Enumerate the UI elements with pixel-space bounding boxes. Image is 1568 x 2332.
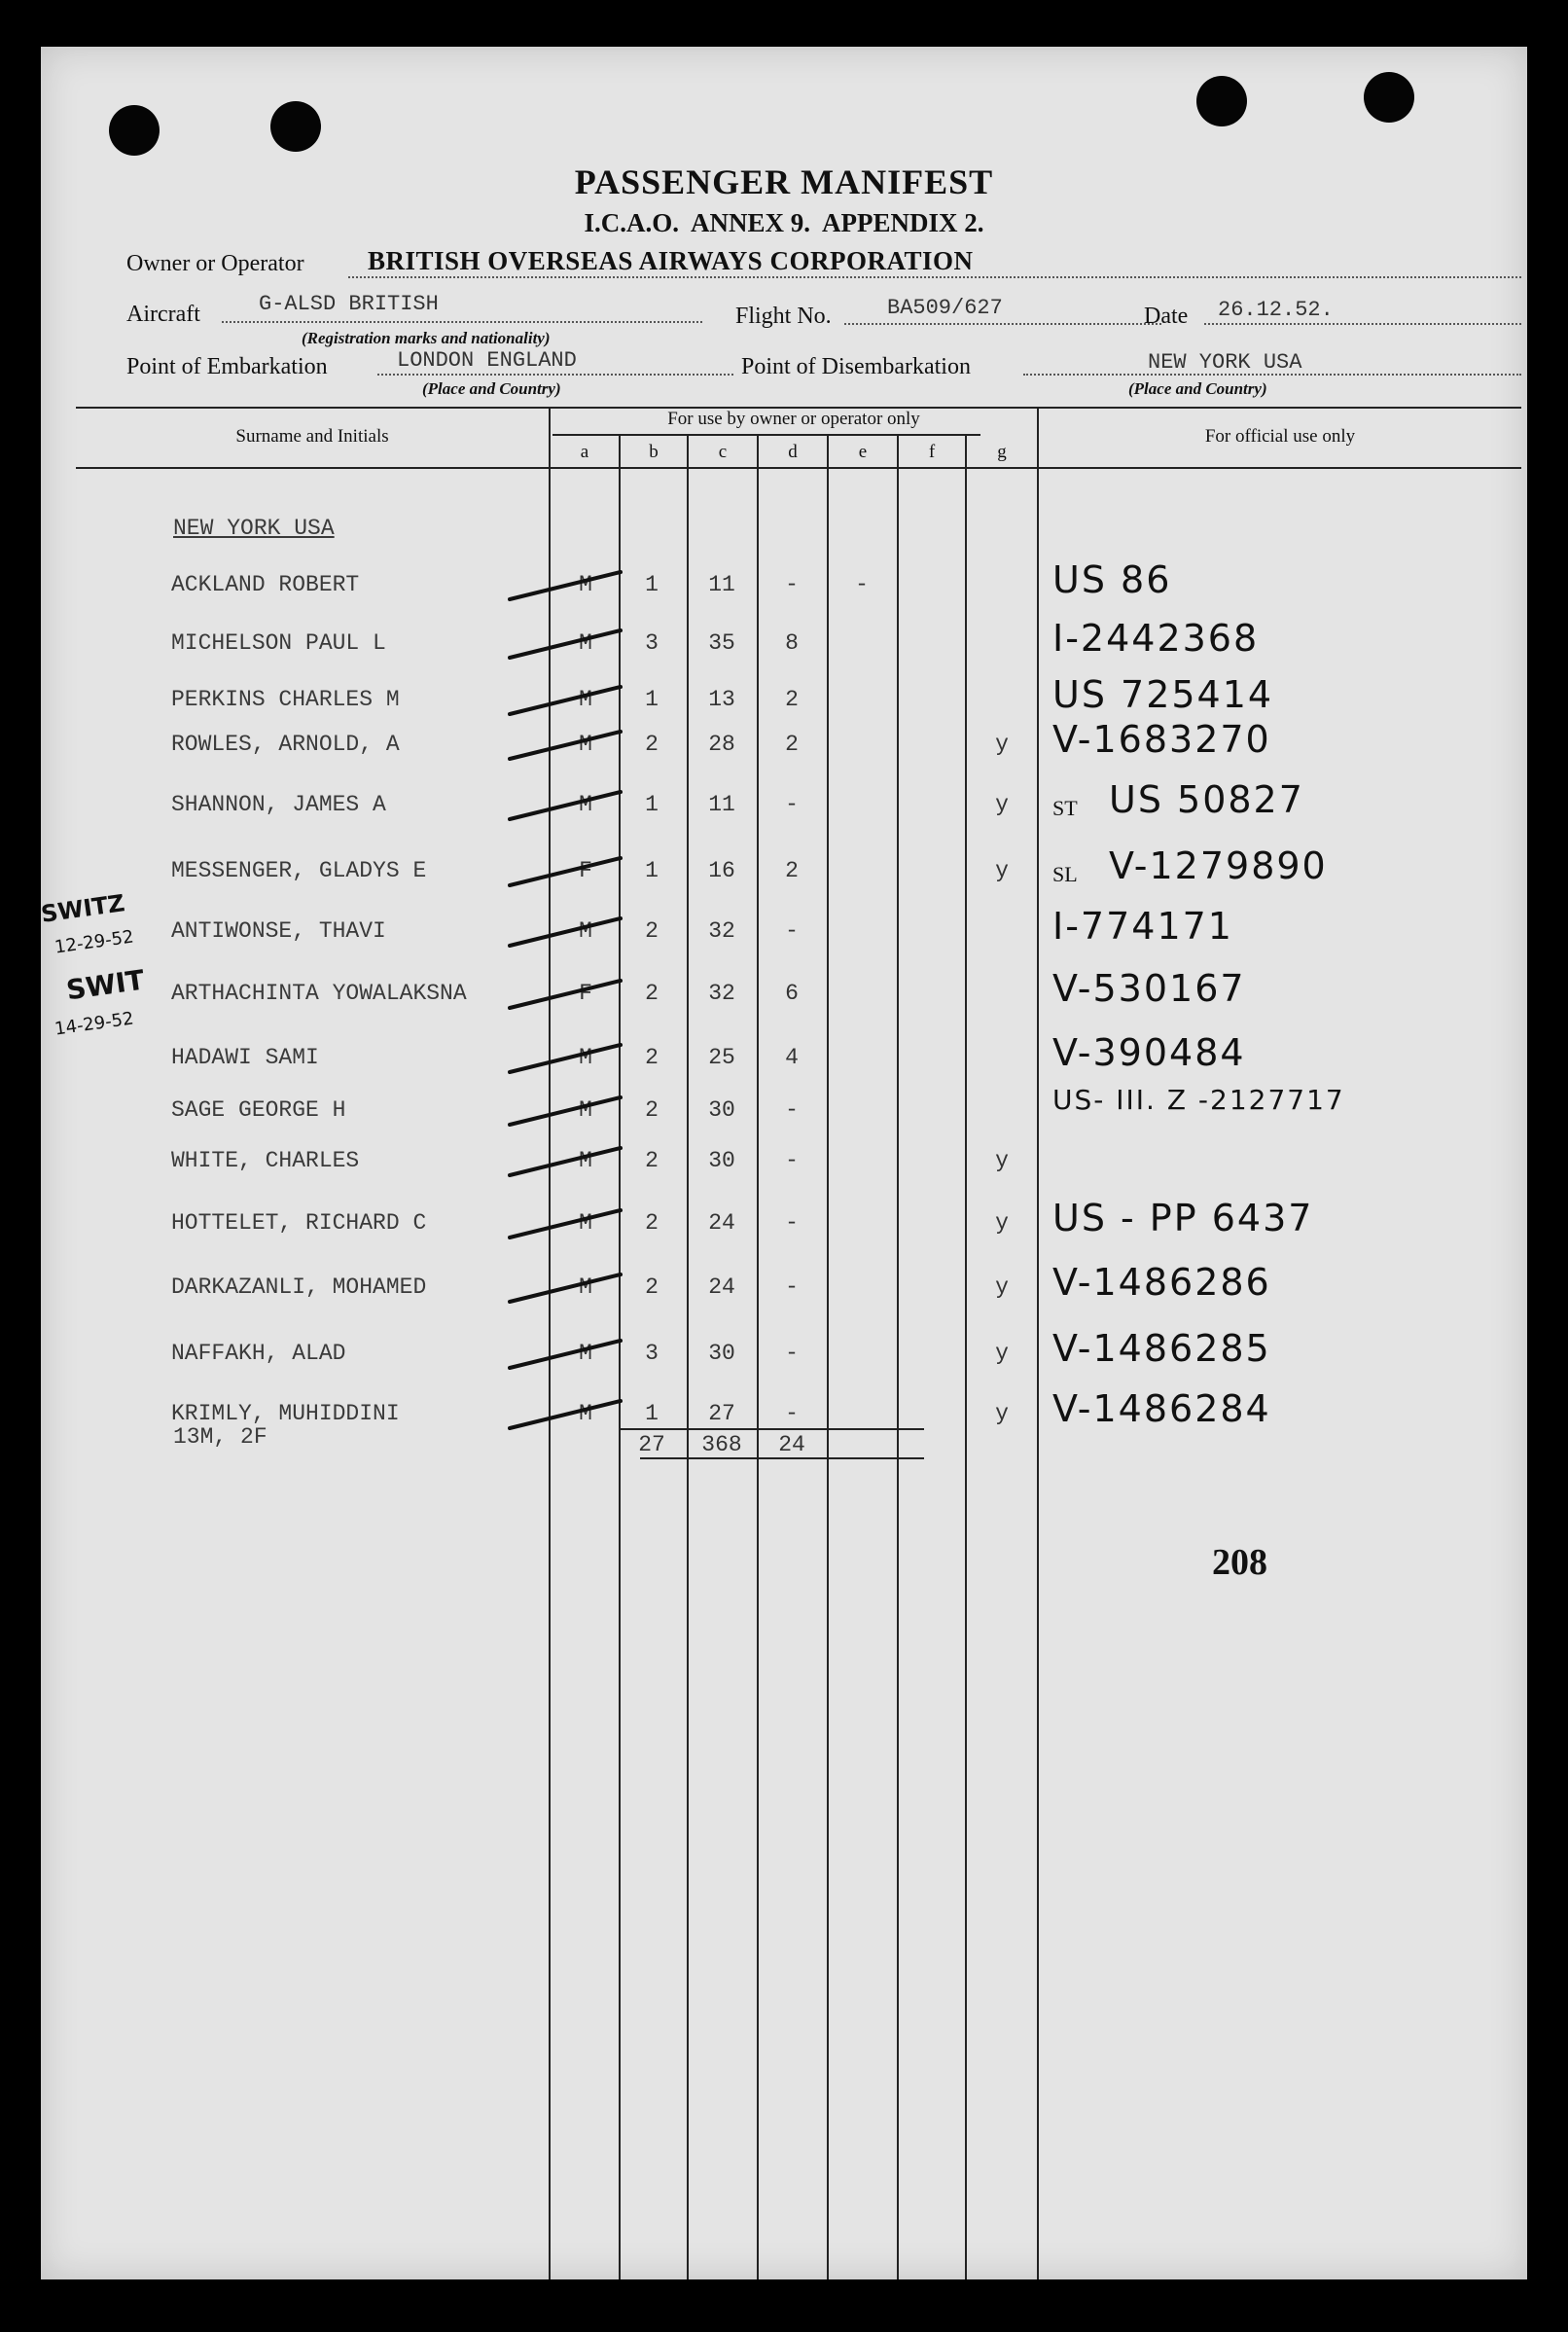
cell-a: M [579, 1210, 592, 1236]
cell-c: 32 [708, 981, 735, 1006]
cell-a: M [579, 918, 592, 944]
passenger-name: HOTTELET, RICHARD C [171, 1210, 427, 1236]
cell-c: 30 [708, 1148, 735, 1173]
aircraft-label: Aircraft [126, 302, 200, 327]
cell-a: F [579, 858, 592, 883]
owner-label: Owner or Operator [126, 251, 304, 276]
cell-d: 2 [785, 858, 799, 883]
check-slash-icon [508, 1269, 624, 1308]
cell-c: 24 [708, 1274, 735, 1300]
dotted-rule [844, 323, 1161, 325]
check-slash-icon [508, 1335, 624, 1374]
cell-c: 30 [708, 1341, 735, 1366]
col-header-e: e [858, 442, 868, 462]
disembarkation-label: Point of Disembarkation [741, 354, 971, 379]
passenger-name: SAGE GEORGE H [171, 1097, 346, 1123]
cell-b: 2 [645, 1148, 659, 1173]
check-slash-icon [508, 566, 624, 605]
cell-d: 4 [785, 1045, 799, 1070]
cell-b: 2 [645, 732, 659, 757]
cell-b: 1 [645, 792, 659, 817]
col-header-c: c [718, 442, 728, 462]
passenger-name: DARKAZANLI, MOHAMED [171, 1274, 427, 1300]
check-slash-icon [508, 1204, 624, 1243]
passenger-name: ARTHACHINTA YOWALAKSNA [171, 981, 467, 1006]
cell-a: M [579, 1274, 592, 1300]
manifest-sheet [41, 47, 1527, 2279]
passenger-name: ROWLES, ARNOLD, A [171, 732, 400, 757]
total-c: 368 [701, 1432, 742, 1457]
surname-header: Surname and Initials [235, 426, 389, 447]
dotted-rule [377, 374, 733, 376]
cell-b: 2 [645, 1045, 659, 1070]
check-slash-icon [508, 786, 624, 825]
passenger-name: PERKINS CHARLES M [171, 687, 400, 712]
cell-a: M [579, 1148, 592, 1173]
cell-a: M [579, 732, 592, 757]
summary-count: 13M, 2F [173, 1424, 267, 1450]
passenger-name: NAFFAKH, ALAD [171, 1341, 346, 1366]
col-rule [1037, 407, 1039, 2279]
cell-c: 30 [708, 1097, 735, 1123]
column-subheader-rule [552, 434, 980, 436]
cell-c: 13 [708, 687, 735, 712]
punch-hole [1364, 72, 1414, 123]
cell-d: - [785, 1274, 799, 1300]
cell-a: M [579, 1097, 592, 1123]
col-header-g: g [997, 442, 1007, 462]
cell-c: 32 [708, 918, 735, 944]
col-header-d: d [788, 442, 798, 462]
cell-a: M [579, 1341, 592, 1366]
official-entry: I-774171 [1052, 905, 1233, 948]
cell-a: M [579, 572, 592, 597]
official-use-header: For official use only [1204, 426, 1356, 447]
cell-e: - [855, 572, 869, 597]
cell-c: 28 [708, 732, 735, 757]
margin-note: 14-29-52 [53, 1008, 135, 1040]
check-slash-icon [508, 975, 624, 1014]
official-entry: US 725414 [1052, 673, 1274, 716]
passenger-name: MESSENGER, GLADYS E [171, 858, 427, 883]
passenger-name: MICHELSON PAUL L [171, 630, 386, 656]
cell-d: - [785, 918, 799, 944]
punch-hole [109, 105, 160, 156]
check-slash-icon [508, 852, 624, 891]
embarkation-note: (Place and Country) [422, 379, 561, 398]
cell-g: y [995, 732, 1009, 757]
cell-b: 2 [645, 918, 659, 944]
official-entry: V-1486285 [1052, 1327, 1271, 1370]
cell-a: M [579, 1045, 592, 1070]
dotted-rule [222, 321, 702, 323]
official-entry: V-1486286 [1052, 1261, 1271, 1304]
total-d: 24 [778, 1432, 805, 1457]
official-prefix: ST [1052, 796, 1078, 820]
cell-a: M [579, 687, 592, 712]
cell-g: y [995, 1148, 1009, 1173]
date-label: Date [1144, 304, 1189, 329]
disembarkation-note: (Place and Country) [1128, 379, 1267, 398]
official-entry: V-1486284 [1052, 1387, 1271, 1430]
flight-value: BA509/627 [887, 296, 1003, 320]
cell-c: 25 [708, 1045, 735, 1070]
official-entry: V-1683270 [1052, 718, 1271, 761]
margin-note: SWIT [64, 963, 147, 1007]
cell-b: 1 [645, 572, 659, 597]
document-title: PASSENGER MANIFEST [574, 162, 994, 201]
disembarkation-value: NEW YORK USA [1148, 350, 1302, 375]
cell-d: - [785, 572, 799, 597]
cell-c: 11 [708, 792, 735, 817]
cell-d: - [785, 1097, 799, 1123]
passenger-name: SHANNON, JAMES A [171, 792, 386, 817]
col-header-a: a [580, 442, 589, 462]
passenger-name: WHITE, CHARLES [171, 1148, 360, 1173]
embarkation-label: Point of Embarkation [126, 354, 328, 379]
cell-b: 2 [645, 981, 659, 1006]
cell-c: 24 [708, 1210, 735, 1236]
passenger-name: ANTIWONSE, THAVI [171, 918, 386, 944]
cell-b: 2 [645, 1274, 659, 1300]
official-entry: V-530167 [1052, 967, 1246, 1010]
dotted-rule [1204, 323, 1521, 325]
col-header-b: b [649, 442, 659, 462]
check-slash-icon [508, 913, 624, 951]
official-entry: US- III. Z -2127717 [1052, 1084, 1345, 1116]
table-header-rule [76, 467, 1521, 469]
margin-note: 12-29-52 [53, 926, 135, 958]
operator-use-header: For use by owner or operator only [667, 409, 920, 429]
cell-d: - [785, 792, 799, 817]
cell-g: y [995, 1341, 1009, 1366]
passenger-name: ACKLAND ROBERT [171, 572, 360, 597]
page-number: 208 [1212, 1542, 1267, 1583]
cell-d: 2 [785, 687, 799, 712]
col-rule [965, 434, 967, 2279]
check-slash-icon [508, 1039, 624, 1078]
cell-g: y [995, 1274, 1009, 1300]
col-header-f: f [928, 442, 936, 462]
dotted-rule [1023, 374, 1521, 376]
cell-c: 11 [708, 572, 735, 597]
official-entry: US 86 [1052, 558, 1172, 601]
official-entry: V-390484 [1052, 1031, 1246, 1074]
dotted-rule [348, 276, 1521, 278]
cell-g: y [995, 792, 1009, 817]
cell-a: M [579, 630, 592, 656]
cell-c: 35 [708, 630, 735, 656]
cell-g: y [995, 1210, 1009, 1236]
cell-b: 1 [645, 1401, 659, 1426]
total-b: 27 [638, 1432, 665, 1457]
cell-b: 3 [645, 1341, 659, 1366]
col-rule [687, 434, 689, 2279]
cell-d: - [785, 1401, 799, 1426]
cell-b: 2 [645, 1097, 659, 1123]
passenger-name: KRIMLY, MUHIDDINI [171, 1401, 400, 1426]
cell-d: 6 [785, 981, 799, 1006]
date-value: 26.12.52. [1218, 298, 1334, 322]
official-entry: I-2442368 [1052, 617, 1260, 660]
embarkation-value: LONDON ENGLAND [397, 348, 577, 373]
cell-d: 8 [785, 630, 799, 656]
cell-c: 16 [708, 858, 735, 883]
punch-hole [270, 101, 321, 152]
passenger-name: HADAWI SAMI [171, 1045, 319, 1070]
document-subtitle: I.C.A.O. ANNEX 9. APPENDIX 2. [584, 208, 984, 237]
flight-label: Flight No. [735, 304, 832, 329]
cell-d: - [785, 1148, 799, 1173]
official-entry: US 50827 [1109, 778, 1304, 821]
owner-value: BRITISH OVERSEAS AIRWAYS CORPORATION [368, 246, 974, 275]
totals-rule [621, 1428, 924, 1430]
check-slash-icon [508, 1092, 624, 1130]
totals-rule [640, 1457, 924, 1459]
cell-b: 1 [645, 858, 659, 883]
cell-b: 2 [645, 1210, 659, 1236]
official-prefix: SL [1052, 862, 1078, 886]
check-slash-icon [508, 625, 624, 664]
cell-a: M [579, 1401, 592, 1426]
cell-d: - [785, 1210, 799, 1236]
cell-g: y [995, 1401, 1009, 1426]
check-slash-icon [508, 681, 624, 720]
official-entry: V-1279890 [1109, 844, 1328, 887]
margin-note: SWITZ [39, 889, 126, 928]
cell-c: 27 [708, 1401, 735, 1426]
cell-d: - [785, 1341, 799, 1366]
check-slash-icon [508, 1142, 624, 1181]
col-rule [897, 434, 899, 2279]
cell-b: 1 [645, 687, 659, 712]
cell-b: 3 [645, 630, 659, 656]
punch-hole [1196, 76, 1247, 126]
official-entry: US - PP 6437 [1052, 1197, 1314, 1239]
col-rule [827, 434, 829, 2279]
check-slash-icon [508, 726, 624, 765]
check-slash-icon [508, 1395, 624, 1434]
cell-a: M [579, 792, 592, 817]
cell-d: 2 [785, 732, 799, 757]
aircraft-note: (Registration marks and nationality) [302, 329, 551, 347]
destination-line: NEW YORK USA [173, 516, 335, 541]
aircraft-value: G-ALSD BRITISH [259, 292, 439, 316]
col-rule [757, 434, 759, 2279]
cell-g: y [995, 858, 1009, 883]
cell-a: F [579, 981, 592, 1006]
